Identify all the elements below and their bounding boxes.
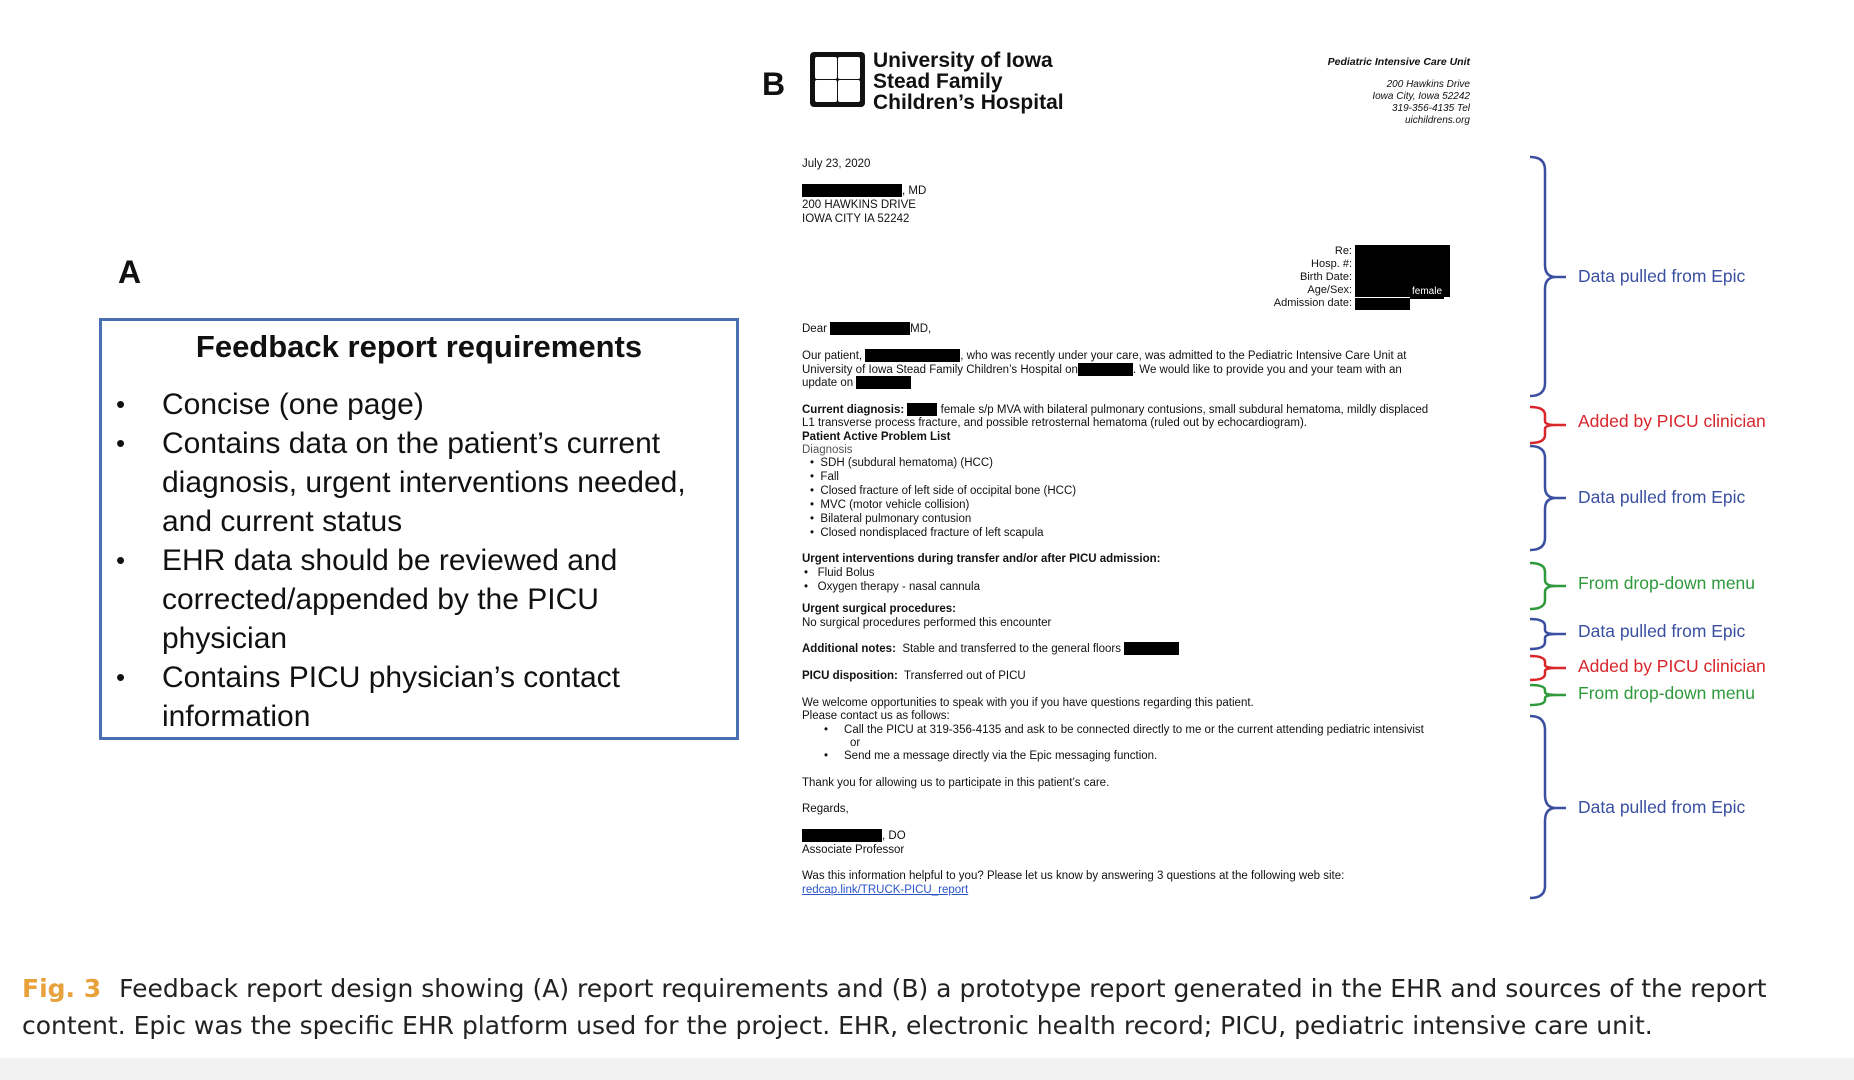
requirement-item: • Contains PICU physician’s contact information <box>116 661 620 733</box>
survey-text: Was this information helpful to you? Please let us know by answering 3 questions at the following web site: <box>802 870 1345 882</box>
urgent-intervention-item: • Fluid Bolus <box>804 567 875 579</box>
contact-item: • Send me a message directly via the Epic messaging function. <box>824 750 1158 762</box>
requirement-text: Contains PICU physician’s contact information <box>162 661 620 733</box>
letter-date: July 23, 2020 <box>802 158 871 170</box>
current-diagnosis-line-1: Current diagnosis: female s/p MVA with bilateral pulmonary contusions, small subdural hematoma, mildly displaced <box>802 404 1429 416</box>
diagnosis-item: • Closed nondisplaced fracture of left scapula <box>810 527 1044 539</box>
intro-line-2: University of Iowa Stead Family Children’s Hospital on . We would like to provide you and your team with an <box>802 364 1402 376</box>
picu-disposition: PICU disposition: Transferred out of PICU <box>802 670 1026 682</box>
bracket-added-picu-1 <box>1530 407 1566 443</box>
recipient-address-2: IOWA CITY IA 52242 <box>802 213 910 225</box>
requirement-item: • Contains data on the patient’s current diagnosis, urgent interventions needed, and current status <box>116 427 686 538</box>
hospital-name: University of Iowa Stead Family Children’s Hospital <box>873 49 1064 114</box>
contact-item: • Call the PICU at 319-356-4135 and ask to be connected directly to me or the current attending pediatric intensivist <box>824 724 1424 736</box>
caption-text: Feedback report design showing (A) report requirements and (B) a prototype report generated in the EHR and sources of the report content. Epic was the specific EHR platform used for the project. EHR, electronic health record; PICU, pediatric intensive care unit. <box>22 974 1767 1040</box>
urgent-interventions-title: Urgent interventions during transfer and/or after PICU admission: <box>802 553 1161 565</box>
bracket-dropdown-2 <box>1530 685 1566 705</box>
annotation-label: Data pulled from Epic <box>1578 621 1746 641</box>
requirement-item: • Concise (one page) <box>116 388 424 421</box>
urgent-intervention-item: • Oxygen therapy - nasal cannula <box>804 581 981 593</box>
requirements-title: Feedback report requirements <box>195 329 643 364</box>
annotation-label: Data pulled from Epic <box>1578 266 1746 286</box>
panel-a-letter: A <box>118 254 142 290</box>
requirement-text: EHR data should be reviewed and corrected/appended by the PICU physician <box>162 544 618 655</box>
diagnosis-item: • SDH (subdural hematoma) (HCC) <box>810 457 993 469</box>
unit-name: Pediatric Intensive Care Unit <box>1327 56 1470 68</box>
annotation-label: From drop-down menu <box>1578 683 1756 703</box>
regards-line: Regards, <box>802 803 849 815</box>
annotation-label: Data pulled from Epic <box>1578 487 1746 507</box>
surgical-title: Urgent surgical procedures: <box>802 603 957 615</box>
intro-line-1: Our patient, , who was recently under your care, was admitted to the Pediatric Intensive Care Unit at <box>802 350 1407 362</box>
requirement-text: Contains data on the patient’s current diagnosis, urgent interventions needed, and current status <box>162 427 686 538</box>
thanks-line: Thank you for allowing us to participate in this patient’s care. <box>802 777 1110 789</box>
diagnosis-item: • MVC (motor vehicle collision) <box>810 499 970 511</box>
bracket-data-epic-4 <box>1530 716 1566 898</box>
intro-line-3: update on <box>802 376 911 390</box>
survey-link[interactable]: redcap.link/TRUCK-PICU_report <box>802 884 969 896</box>
additional-notes: Additional notes: Stable and transferred to the general floors <box>802 642 1179 656</box>
surgical-text: No surgical procedures performed this encounter <box>802 617 1052 629</box>
diagnosis-item: • Closed fracture of left side of occipital bone (HCC) <box>810 485 1077 497</box>
re-labels: Re: Hosp. #: Birth Date: Age/Sex: Admission date: <box>1273 245 1352 309</box>
annotation-label: Added by PICU clinician <box>1578 656 1766 676</box>
bracket-dropdown-1 <box>1530 563 1566 609</box>
signer-name: , DO <box>802 829 906 843</box>
unit-address: 200 Hawkins Drive Iowa City, Iowa 52242 319-356-4135 Tel uichildrens.org <box>1372 79 1470 126</box>
annotation-label: Data pulled from Epic <box>1578 797 1746 817</box>
annotation-label: Added by PICU clinician <box>1578 411 1766 431</box>
annotation-label: From drop-down menu <box>1578 573 1756 593</box>
signer-title: Associate Professor <box>802 844 905 856</box>
diagnosis-header: Diagnosis <box>802 444 853 456</box>
welcome-line-2: Please contact us as follows: <box>802 710 950 722</box>
current-diagnosis-line-2: L1 transverse process fracture, and possible retrosternal hematoma (ruled out by echocardiogram). <box>802 417 1307 429</box>
patient-sex: female <box>1412 286 1443 297</box>
figure-caption <box>22 970 1832 1044</box>
problem-list-title: Patient Active Problem List <box>802 431 951 443</box>
bracket-added-picu-2 <box>1530 656 1566 680</box>
contact-or: or <box>850 737 861 749</box>
requirement-item: • EHR data should be reviewed and corrected/appended by the PICU physician <box>116 544 618 655</box>
salutation: Dear MD, <box>802 323 932 335</box>
diagnosis-item: • Fall <box>810 471 839 483</box>
welcome-line-1: We welcome opportunities to speak with you if you have questions regarding this patient. <box>802 697 1254 709</box>
recipient-address-1: 200 HAWKINS DRIVE <box>802 199 916 211</box>
panel-b-letter: B <box>762 66 786 102</box>
requirement-text: Concise (one page) <box>162 388 424 421</box>
figure-label: Fig. 3 <box>22 974 102 1003</box>
recipient-name: , MD <box>802 184 926 198</box>
bracket-data-epic-2 <box>1530 446 1566 550</box>
diagnosis-item: • Bilateral pulmonary contusion <box>810 513 972 525</box>
bracket-data-epic-3 <box>1530 619 1566 649</box>
bottom-band <box>0 1058 1854 1080</box>
bracket-data-epic-1 <box>1530 157 1566 396</box>
